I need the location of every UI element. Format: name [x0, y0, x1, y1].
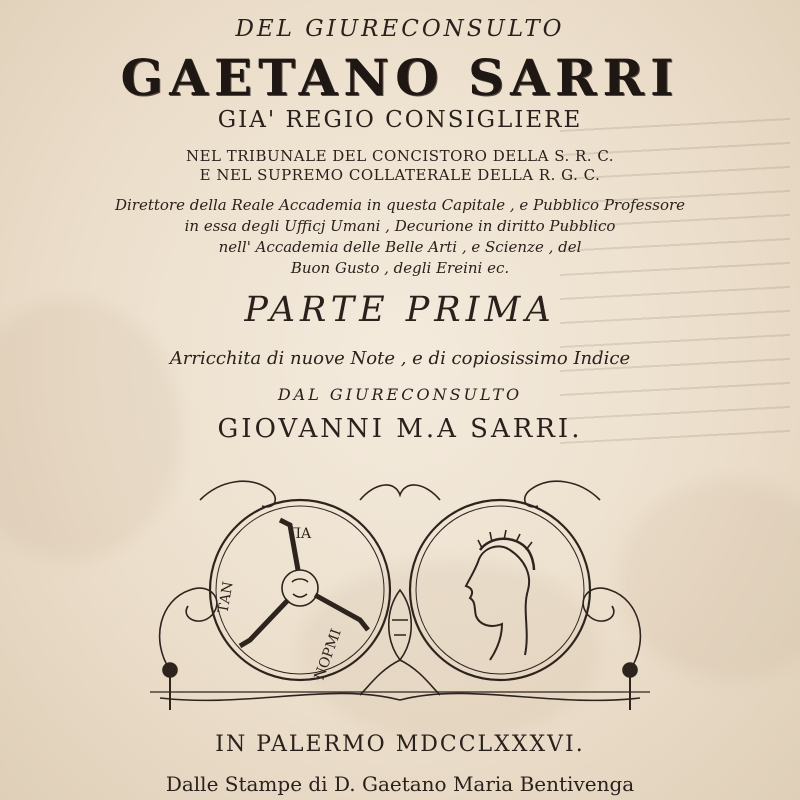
subtitle: Arricchita di nuove Note , e di copiosissimo Indice	[169, 348, 631, 369]
description-line-3: nell' Accademia delle Belle Arti , e Scienze , del	[218, 238, 582, 256]
coin-inscription-bottom: ΝΟΡΜΙ	[311, 626, 345, 683]
place-and-year: IN PALERMO MDCCLXXXVI.	[215, 732, 585, 757]
printer-line: Dalle Stampe di D. Gaetano Maria Bentivenga	[165, 772, 635, 796]
right-scroll	[583, 588, 640, 670]
court-line-1: NEL TRIBUNALE DEL CONCISTORO DELLA S. R. C.	[185, 147, 615, 165]
description-line-4: Buon Gusto , degli Ereini ec.	[290, 259, 510, 277]
coin-inscription-left: ΤΑΝ	[215, 580, 237, 615]
description-line-2: in essa degli Ufficj Umani , Decurione in diritto Pubblico	[184, 217, 616, 235]
part-heading: PARTE PRIMA	[244, 290, 556, 330]
editor-name: GIOVANNI M.A SARRI.	[217, 414, 583, 444]
left-scroll	[160, 588, 217, 670]
author-name: GAETANO SARRI	[120, 48, 680, 107]
author-role: GIA' REGIO CONSIGLIERE	[217, 107, 583, 133]
coin-vignette	[130, 470, 670, 710]
laureate-head	[466, 546, 529, 660]
coin-inscription-top: ΠΑ	[288, 526, 312, 542]
author-prefix: DEL GIURECONSULTO	[235, 16, 565, 42]
editor-prefix: DAL GIURECONSULTO	[277, 385, 523, 404]
court-line-2: E NEL SUPREMO COLLATERALE DELLA R. G. C.	[199, 166, 601, 184]
description-line-1: Direttore della Reale Accademia in questa Capitale , e Pubblico Professore	[114, 196, 686, 214]
